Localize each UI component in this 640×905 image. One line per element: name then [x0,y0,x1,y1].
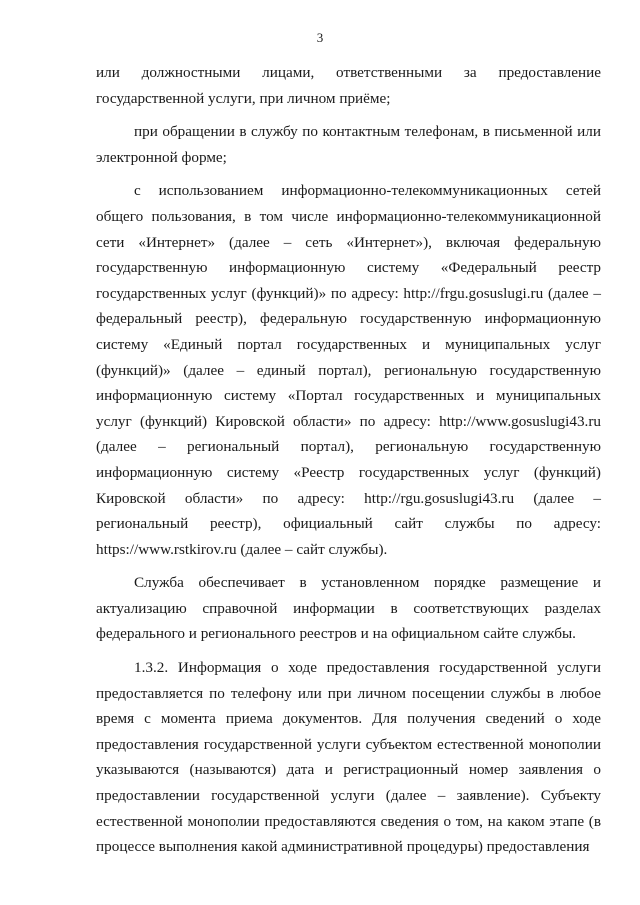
paragraph-phone-written-contact: при обращении в службу по контактным телефонам, в письменной или электронной форме; [96,123,601,166]
paragraph-1-3-2-service-status: 1.3.2. Информация о ходе предоставления государственной услуги предоставляется по телефону или при личном посещении службы в любое время с момента приема документов. Для получения сведений о ходе предоставления государственной услуги субъектом естественной монополии указываются (называются) дата и регистрационный номер заявления о предоставлении государственной услуги (далее – заявление). Субъекту естественной монополии предоставляются сведения о том, на каком этапе (в процессе выполнения какой административной процедуры) предоставления [96,659,601,856]
paragraph-service-info-placement: Служба обеспечивает в установленном порядке размещение и актуализацию справочной информации в соответствующих разделах федерального и регионального реестров и на официальном сайте службы. [96,574,601,643]
page-number: 3 [316,30,324,45]
paragraph-personal-reception: или должностными лицами, ответственными за предоставление государственной услуги, при личном приёме; [96,64,601,107]
document-body [96,60,601,860]
paragraph-internet-resources: с использованием информационно-телекоммуникационных сетей общего пользования, в том числе информационно-телекоммуникационной сети «Интернет» (далее – сеть «Интернет»), включая федеральную государственную информационную систему «Федеральный реестр государственных услуг (функций)» по адресу: http://frgu.gosuslugi.ru (далее – федеральный реестр), федеральную государственную информационную систему «Единый портал государственных и муниципальных услуг (функций)» (далее – единый портал), региональную государственную информационную систему «Портал государственных и муниципальных услуг (функций) Кировской области» по адресу: http://www.gosuslugi43.ru (далее – региональный портал), региональную государственную информационную систему «Реестр государственных услуг (функций) Кировской области» по адресу: http://rgu.gosuslugi43.ru (далее – региональный реестр), официальный сайт службы по адресу: https://www.rstkirov.ru (далее – сайт службы). [96,182,601,558]
